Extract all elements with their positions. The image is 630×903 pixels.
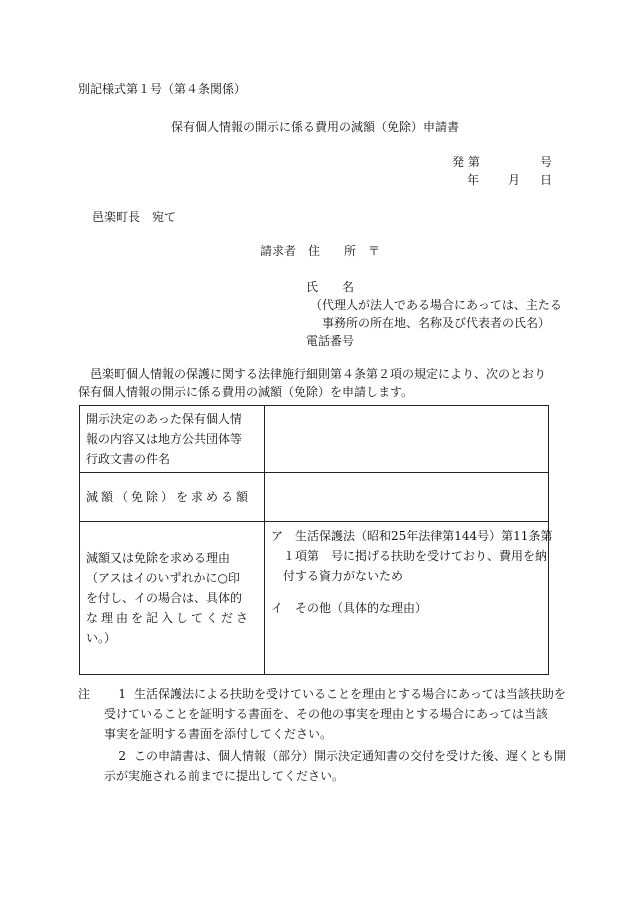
notes-label-spacer bbox=[78, 746, 104, 786]
reason-options-cell bbox=[265, 522, 553, 675]
note-line: 事実を証明する書面を添付してください。 bbox=[104, 727, 333, 741]
note-line: 生活保護法による扶助を受けていることを理由とする場合にあっては当該扶助を bbox=[134, 687, 566, 701]
option-a-line: 付する資力がないため bbox=[271, 569, 404, 583]
note-text bbox=[104, 684, 566, 744]
intro-paragraph bbox=[78, 365, 546, 401]
subject-value-cell[interactable] bbox=[265, 406, 549, 473]
table-row bbox=[80, 522, 549, 675]
form-number: 別記様式第１号（第４条関係） bbox=[78, 82, 247, 96]
amount-value-cell[interactable] bbox=[265, 473, 549, 522]
option-a-line[interactable]: ア 生活保護法（昭和25年法律第144号）第11条第 bbox=[271, 529, 553, 543]
note-number: 1 bbox=[118, 687, 126, 701]
reason-label-line: （アスはイのいずれかに○印 bbox=[86, 571, 240, 585]
option-a-line: １項第 号に掲げる扶助を受けており、費用を納 bbox=[271, 549, 548, 563]
addressee: 邑楽町長 宛て bbox=[92, 210, 177, 224]
issue-number-suffix: 号 bbox=[540, 155, 553, 169]
postal-mark: 〒 bbox=[368, 244, 381, 258]
representative-note-line: （代理人が法人である場合にあっては、主たる bbox=[310, 298, 562, 312]
note-item bbox=[78, 746, 578, 786]
intro-line: 保有個人情報の開示に係る費用の減額（免除）を申請します。 bbox=[78, 385, 414, 399]
note-line: この申請書は、個人情報（部分）開示決定通知書の交付を受けた後、遅くとも開 bbox=[134, 749, 567, 763]
reason-label-line: を付し、イの場合は、具体的 bbox=[86, 591, 243, 605]
subject-label-line: 報の内容又は地方公共団体等 bbox=[86, 432, 243, 446]
note-text bbox=[104, 746, 567, 786]
subject-label-line: 開示決定のあった保有個人情 bbox=[86, 412, 242, 426]
subject-label-line: 行政文書の件名 bbox=[86, 452, 171, 466]
option-b-line[interactable]: イ その他（具体的な理由） bbox=[271, 601, 428, 615]
reason-label-cell bbox=[80, 522, 265, 675]
note-number: 2 bbox=[118, 749, 126, 763]
note-line: 示が実施される前までに提出してください。 bbox=[104, 769, 345, 783]
date-year: 年 bbox=[467, 173, 480, 187]
subject-label-cell bbox=[80, 406, 265, 473]
application-table bbox=[79, 405, 553, 675]
note-item bbox=[78, 684, 578, 744]
table-row bbox=[80, 473, 549, 522]
requester-label: 請求者 bbox=[260, 244, 297, 258]
note-line: 受けていることを証明する書面を、その他の事実を理由とする場合にあっては当該 bbox=[104, 707, 548, 721]
reason-label-line: な理由を記入してくださ bbox=[86, 611, 252, 625]
representative-note-line: 事務所の所在地、名称及び代表者の氏名） bbox=[322, 316, 551, 330]
document-title: 保有個人情報の開示に係る費用の減額（免除）申請書 bbox=[170, 120, 459, 134]
notes-section bbox=[78, 684, 578, 786]
representative-note bbox=[310, 296, 562, 332]
reason-label-line: い。） bbox=[86, 631, 117, 645]
date-month: 月 bbox=[508, 173, 521, 187]
table-row bbox=[80, 406, 549, 473]
amount-label: 減額（免除）を求める額 bbox=[86, 490, 252, 504]
address-label: 住 所 bbox=[308, 244, 357, 258]
intro-line: 邑楽町個人情報の保護に関する法律施行細則第４条第２項の規定により、次のとおり bbox=[78, 367, 547, 381]
date-day: 日 bbox=[540, 173, 553, 187]
name-label: 氏 名 bbox=[306, 280, 355, 294]
amount-label-cell bbox=[80, 473, 265, 522]
phone-label: 電話番号 bbox=[306, 334, 355, 348]
reason-label-line: 減額又は免除を求める理由 bbox=[86, 551, 231, 565]
issue-number-label: 発 第 bbox=[452, 155, 480, 169]
notes-label: 注 bbox=[78, 687, 91, 701]
